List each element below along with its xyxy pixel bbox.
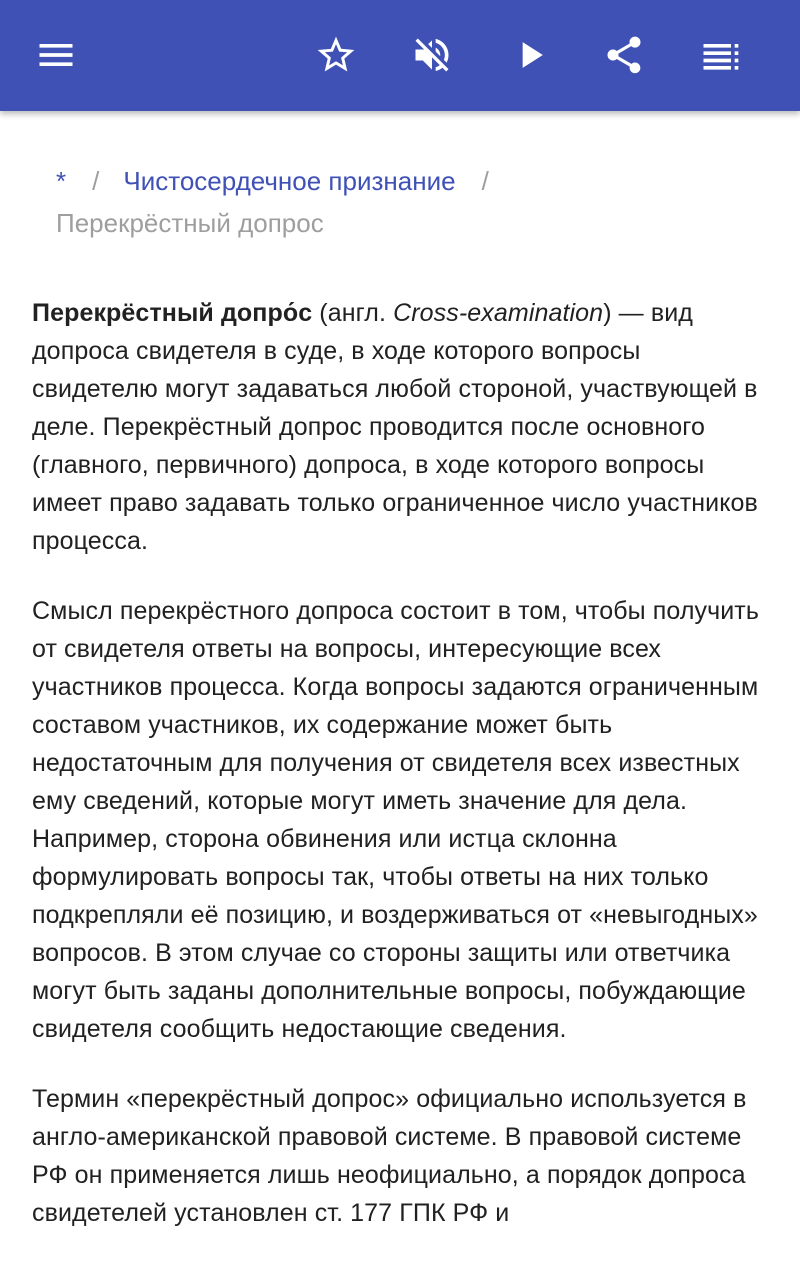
article-paragraph-2: Смысл перекрёстного допроса состоит в том, чтобы получить от свидетеля ответы на вопросы, интересующие всех участников процесса. Когда вопросы задаются ограниченным составом участников, их содержание может быть недостаточным для получения от свидетеля всех известных ему сведений, которые могут иметь значение для дела. Например, сторона обвинения или истца склонна формулировать вопросы так, чтобы ответы на них только подкрепляли её позицию, и воздерживаться от «невыгодных» вопросов. В этом случае со стороны защиты или ответчика могут быть заданы дополнительные вопросы, побуждающие свидетеля сообщить недостающие сведения. xyxy=(32,597,759,1043)
star-outline-icon xyxy=(314,33,358,77)
volume-off-icon xyxy=(410,33,454,77)
play-button[interactable] xyxy=(502,27,558,83)
breadcrumb-parent-link[interactable]: Чистосердечное признание xyxy=(123,166,456,196)
lang-note: (англ. xyxy=(312,299,394,327)
article-paragraph-3: Термин «перекрёстный допрос» официально используется в англо-американской правовой системе. В правовой системе РФ он применяется лишь неофициально, а порядок допроса свидетелей установлен ст. 177 ГПК РФ и xyxy=(32,1085,747,1227)
breadcrumb-home-link[interactable]: * xyxy=(56,166,67,196)
menu-button[interactable] xyxy=(28,27,84,83)
article-paragraph-1 xyxy=(32,294,772,560)
article-content xyxy=(32,160,772,1264)
favorite-button[interactable] xyxy=(308,27,364,83)
breadcrumb-separator: / xyxy=(481,166,489,196)
share-icon xyxy=(602,33,646,77)
paragraph-text: ) — вид допроса свидетеля в суде, в ходе которого вопросы свидетелю могут задаваться любой стороной, участвующей в деле. Перекрёстный допрос проводится после основного (главного, первичного) допроса, в ходе которого вопросы имеет право задавать только ограниченное число участников процесса. xyxy=(32,299,758,555)
breadcrumb xyxy=(32,160,772,244)
breadcrumb-separator: / xyxy=(92,166,100,196)
menu-icon xyxy=(34,33,78,77)
contents-button[interactable] xyxy=(692,27,748,83)
app-toolbar xyxy=(0,0,800,111)
play-icon xyxy=(508,33,552,77)
foreign-term: Cross-examination xyxy=(393,299,604,327)
mute-button[interactable] xyxy=(404,27,460,83)
breadcrumb-current: Перекрёстный допрос xyxy=(56,208,324,238)
article-term: Перекрёстный допро́с xyxy=(32,299,313,327)
share-button[interactable] xyxy=(596,27,652,83)
playlist-icon xyxy=(698,33,742,77)
